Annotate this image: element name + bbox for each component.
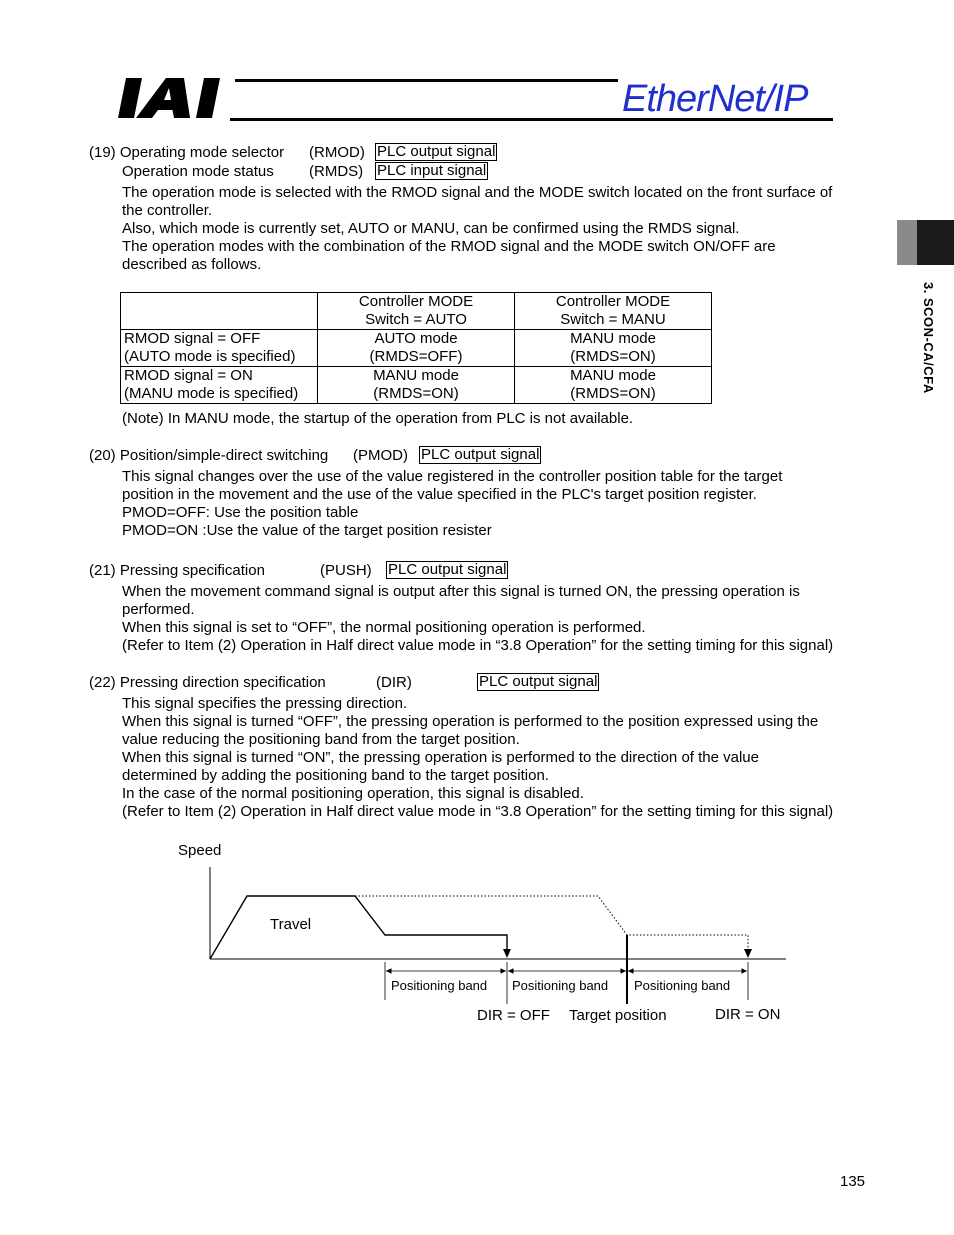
s22-item: (22) Pressing direction specification bbox=[89, 674, 326, 691]
s21-code: (PUSH) bbox=[320, 562, 372, 579]
dir-on-label: DIR = ON bbox=[715, 1006, 781, 1023]
product-title: EtherNet/IP bbox=[622, 78, 808, 120]
table-cell: Controller MODE Switch = MANU bbox=[515, 293, 712, 330]
s20-body-line: position in the movement and the use of the value specified in the PLC's target position register. bbox=[122, 486, 757, 503]
chapter-label: 3. SCON-CA/CFA bbox=[921, 282, 936, 394]
speed-axis-label: Speed bbox=[178, 842, 222, 859]
s19-code: (RMOD) bbox=[309, 144, 365, 161]
table-note: (Note) In MANU mode, the startup of the operation from PLC is not available. bbox=[122, 410, 634, 427]
s22-code: (DIR) bbox=[376, 674, 412, 691]
s21-item: (21) Pressing specification bbox=[89, 562, 265, 579]
s19-body-line: The operation mode is selected with the RMOD signal and the MODE switch located on the front surface of bbox=[122, 184, 833, 201]
s19-output-badge: PLC output signal bbox=[377, 143, 496, 160]
target-position-label: Target position bbox=[569, 1007, 667, 1024]
band-label-2: Positioning band bbox=[512, 978, 609, 993]
arrow-dir-off bbox=[503, 949, 511, 958]
s19-body-line: The operation modes with the combination of the RMOD signal and the MODE switch ON/OFF are bbox=[122, 238, 776, 255]
table-cell: MANU mode (RMDS=ON) bbox=[515, 330, 712, 367]
s21-output-badge: PLC output signal bbox=[388, 561, 507, 578]
s22-body-line: When this signal is turned “OFF”, the pressing operation is performed to the position expressed using the bbox=[122, 713, 819, 730]
arrow-dir-on bbox=[744, 949, 752, 958]
s22-body-line: (Refer to Item (2) Operation in Half direct value mode in “3.8 Operation” for the setting timing for this signal) bbox=[122, 803, 834, 820]
travel-label: Travel bbox=[270, 916, 312, 933]
s22-output-badge: PLC output signal bbox=[479, 673, 598, 690]
table-cell: AUTO mode (RMDS=OFF) bbox=[318, 330, 515, 367]
s19-body-line: described as follows. bbox=[122, 256, 262, 273]
s19-body-line: the controller. bbox=[122, 202, 213, 219]
band-label-3: Positioning band bbox=[634, 978, 731, 993]
s20-body-line: PMOD=OFF: Use the position table bbox=[122, 504, 359, 521]
s22-body-line: determined by adding the positioning band to the target position. bbox=[122, 767, 549, 784]
s21-body-line: (Refer to Item (2) Operation in Half direct value mode in “3.8 Operation” for the setting timing for this signal) bbox=[122, 637, 834, 654]
s20-code: (PMOD) bbox=[353, 447, 408, 464]
table-cell: RMOD signal = OFF (AUTO mode is specified) bbox=[121, 330, 318, 367]
s20-item: (20) Position/simple-direct switching bbox=[89, 447, 329, 464]
s20-body-line: This signal changes over the use of the value registered in the controller position table for the target bbox=[122, 468, 783, 485]
s22-body-line: When this signal is turned “ON”, the pressing operation is performed to the direction of the value bbox=[122, 749, 759, 766]
s21-body-line: When the movement command signal is output after this signal is turned ON, the pressing operation is bbox=[122, 583, 800, 600]
table-cell: MANU mode (RMDS=ON) bbox=[318, 367, 515, 404]
speed-profile-dir-off bbox=[210, 896, 507, 959]
dir-off-label: DIR = OFF bbox=[477, 1007, 550, 1024]
s19-item: (19) Operating mode selector bbox=[89, 144, 285, 161]
s22-body-line: In the case of the normal positioning operation, this signal is disabled. bbox=[122, 785, 584, 802]
s19-input-badge: PLC input signal bbox=[377, 162, 487, 179]
page-number: 135 bbox=[840, 1173, 866, 1190]
table-cell: MANU mode (RMDS=ON) bbox=[515, 367, 712, 404]
s21-body-line: performed. bbox=[122, 601, 195, 618]
s21-body-line: When this signal is set to “OFF”, the normal positioning operation is performed. bbox=[122, 619, 646, 636]
s22-body-line: This signal specifies the pressing direction. bbox=[122, 695, 408, 712]
s20-output-badge: PLC output signal bbox=[421, 446, 540, 463]
table-cell: RMOD signal = ON (MANU mode is specified) bbox=[121, 367, 318, 404]
band-label-1: Positioning band bbox=[391, 978, 488, 993]
s22-body-line: value reducing the positioning band from the target position. bbox=[122, 731, 520, 748]
s20-body-line: PMOD=ON :Use the value of the target position resister bbox=[122, 522, 492, 539]
s19-body-line: Also, which mode is currently set, AUTO or MANU, can be confirmed using the RMDS signal. bbox=[122, 220, 740, 237]
speed-profile-dir-on bbox=[355, 896, 748, 950]
table-cell: Controller MODE Switch = AUTO bbox=[318, 293, 515, 330]
s19-item2: Operation mode status bbox=[122, 163, 274, 180]
s19-code2: (RMDS) bbox=[309, 163, 364, 180]
